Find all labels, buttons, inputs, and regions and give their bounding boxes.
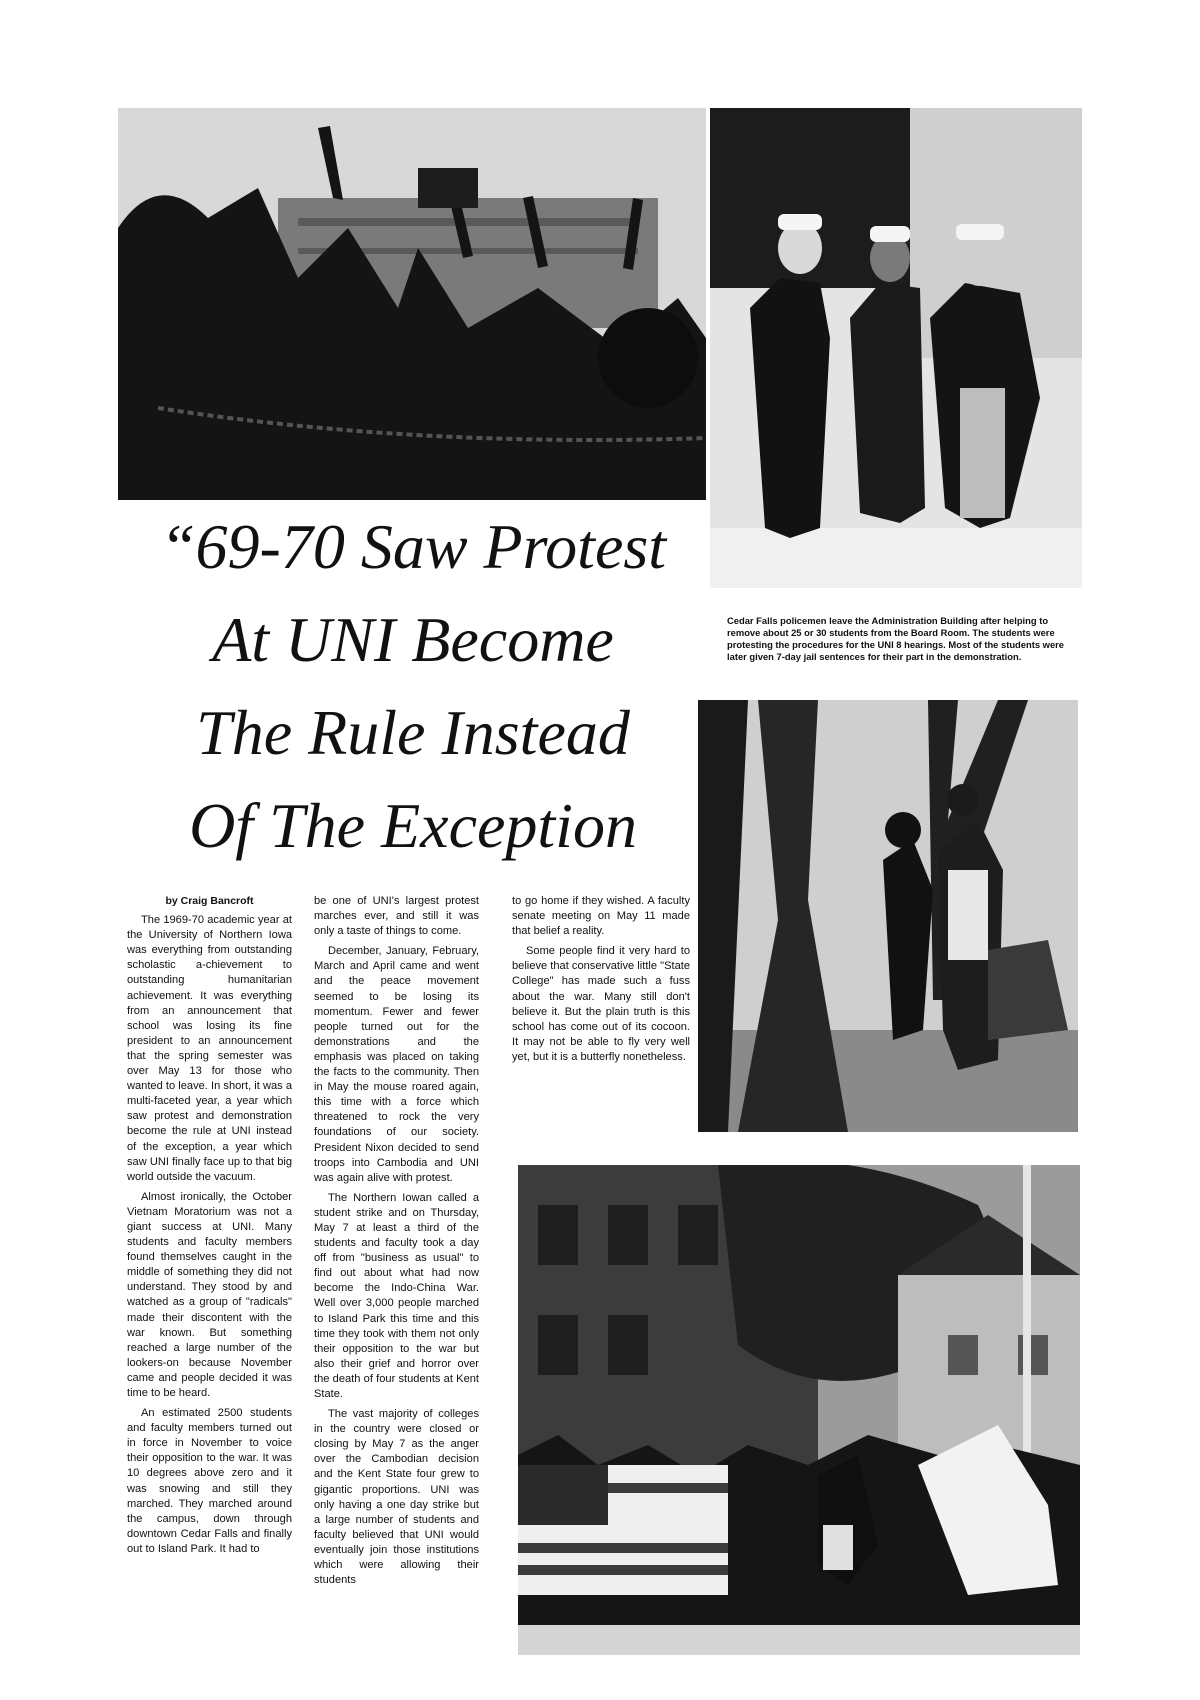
photo-raised-fists bbox=[118, 108, 706, 500]
article-paragraph: be one of UNI's largest protest marches ever, and still it was only a taste of things to come. bbox=[314, 895, 479, 938]
article-paragraph: The Northern Iowan called a student strike and on Thursday, May 7 at least a third of the students and faculty took a day off from "business as usual" to find out about what had now become the Indo-China War. Well over 3,000 people marched to Island Park this time and this time they took with them not only their opposition to the war but also their grief and horror over the death of four students at Kent State. bbox=[314, 1191, 479, 1400]
article-paragraph: The 1969-70 academic year at the University of Northern Iowa was everything from outstanding scholastic a-chievement to outstanding humanitarian achievement. It was everything from an announcement that school was losing its fine president to an announcement that the spring semester was over May 13 for those who wanted to leave. In short, it was a multi-faceted year, a year which saw protest and demonstration become the rule at UNI instead of the exception, a year which saw UNI finally face up to that big world outside the vacuum. bbox=[127, 914, 292, 1183]
headline-line-3: The Rule Instead bbox=[196, 697, 630, 768]
article-paragraph: An estimated 2500 students and faculty members turned out in force in November to voice their opposition to the war. It was 10 degrees above zero and it was snowing and still they marched. They marched around the campus, down through downtown Cedar Falls and finally out to Island Park. It had to bbox=[127, 1407, 292, 1555]
photo-caption: Cedar Falls policemen leave the Administration Building after helping to remove about 25 or 30 students from the Board Room. The students were protesting the procedures for the UNI 8 hearings. Most of the students were later given 7-day jail sentences for their part in the demonstration. bbox=[727, 615, 1065, 662]
article-paragraph: December, January, February, March and April came and went and the peace movement seemed to be losing its momentum. Fewer and fewer people turned out for the demonstrations and the emphasis was placed on taking the facts to the community. Then in May the mouse roared again, this time with a force which threatened to rock the very foundations of our society. President Nixon decided to send troops into Cambodia and UNI was again alive with protest. bbox=[314, 945, 479, 1184]
photo-students-under-tree bbox=[698, 700, 1078, 1132]
article-column-3 bbox=[512, 894, 690, 1070]
byline: by Craig Bancroft bbox=[165, 895, 254, 907]
headline-line-1: “69-70 Saw Protest bbox=[159, 511, 667, 582]
headline-line-4: Of The Exception bbox=[189, 790, 637, 861]
headline bbox=[118, 500, 708, 872]
article-paragraph: to go home if they wished. A faculty senate meeting on May 11 made that belief a reality. bbox=[512, 895, 690, 938]
headline-line-2: At UNI Become bbox=[212, 604, 614, 675]
photo-march-with-flags bbox=[518, 1165, 1080, 1655]
article-column-1 bbox=[127, 894, 292, 1562]
article-paragraph: The vast majority of colleges in the country were closed or closing by May 7 as the anger over the Cambodian decision and the Kent State four grew to gigantic proportions. UNI was only having a one day strike but a large number of students and faculty believed that UNI would eventually join those institutions which were allowing their students bbox=[314, 1408, 479, 1587]
photo-policemen bbox=[710, 108, 1082, 588]
article-paragraph: Some people find it very hard to believe that conservative little "State College" has made such a fuss about the war. Many still don't believe it. But the plain truth is this school has come out of its cocoon. It may not be able to fly very well yet, but it is a butterfly nonetheless. bbox=[512, 945, 690, 1063]
article-column-2 bbox=[314, 894, 479, 1593]
article-paragraph: Almost ironically, the October Vietnam Moratorium was not a giant success at UNI. Many students and faculty members found themselves caught in the middle of something they did not understand. They stood by and watched as a group of "radicals" made their discontent with the war known. But something reached a large number of the lookers-on because November came and people decided it was time to be heard. bbox=[127, 1190, 292, 1399]
